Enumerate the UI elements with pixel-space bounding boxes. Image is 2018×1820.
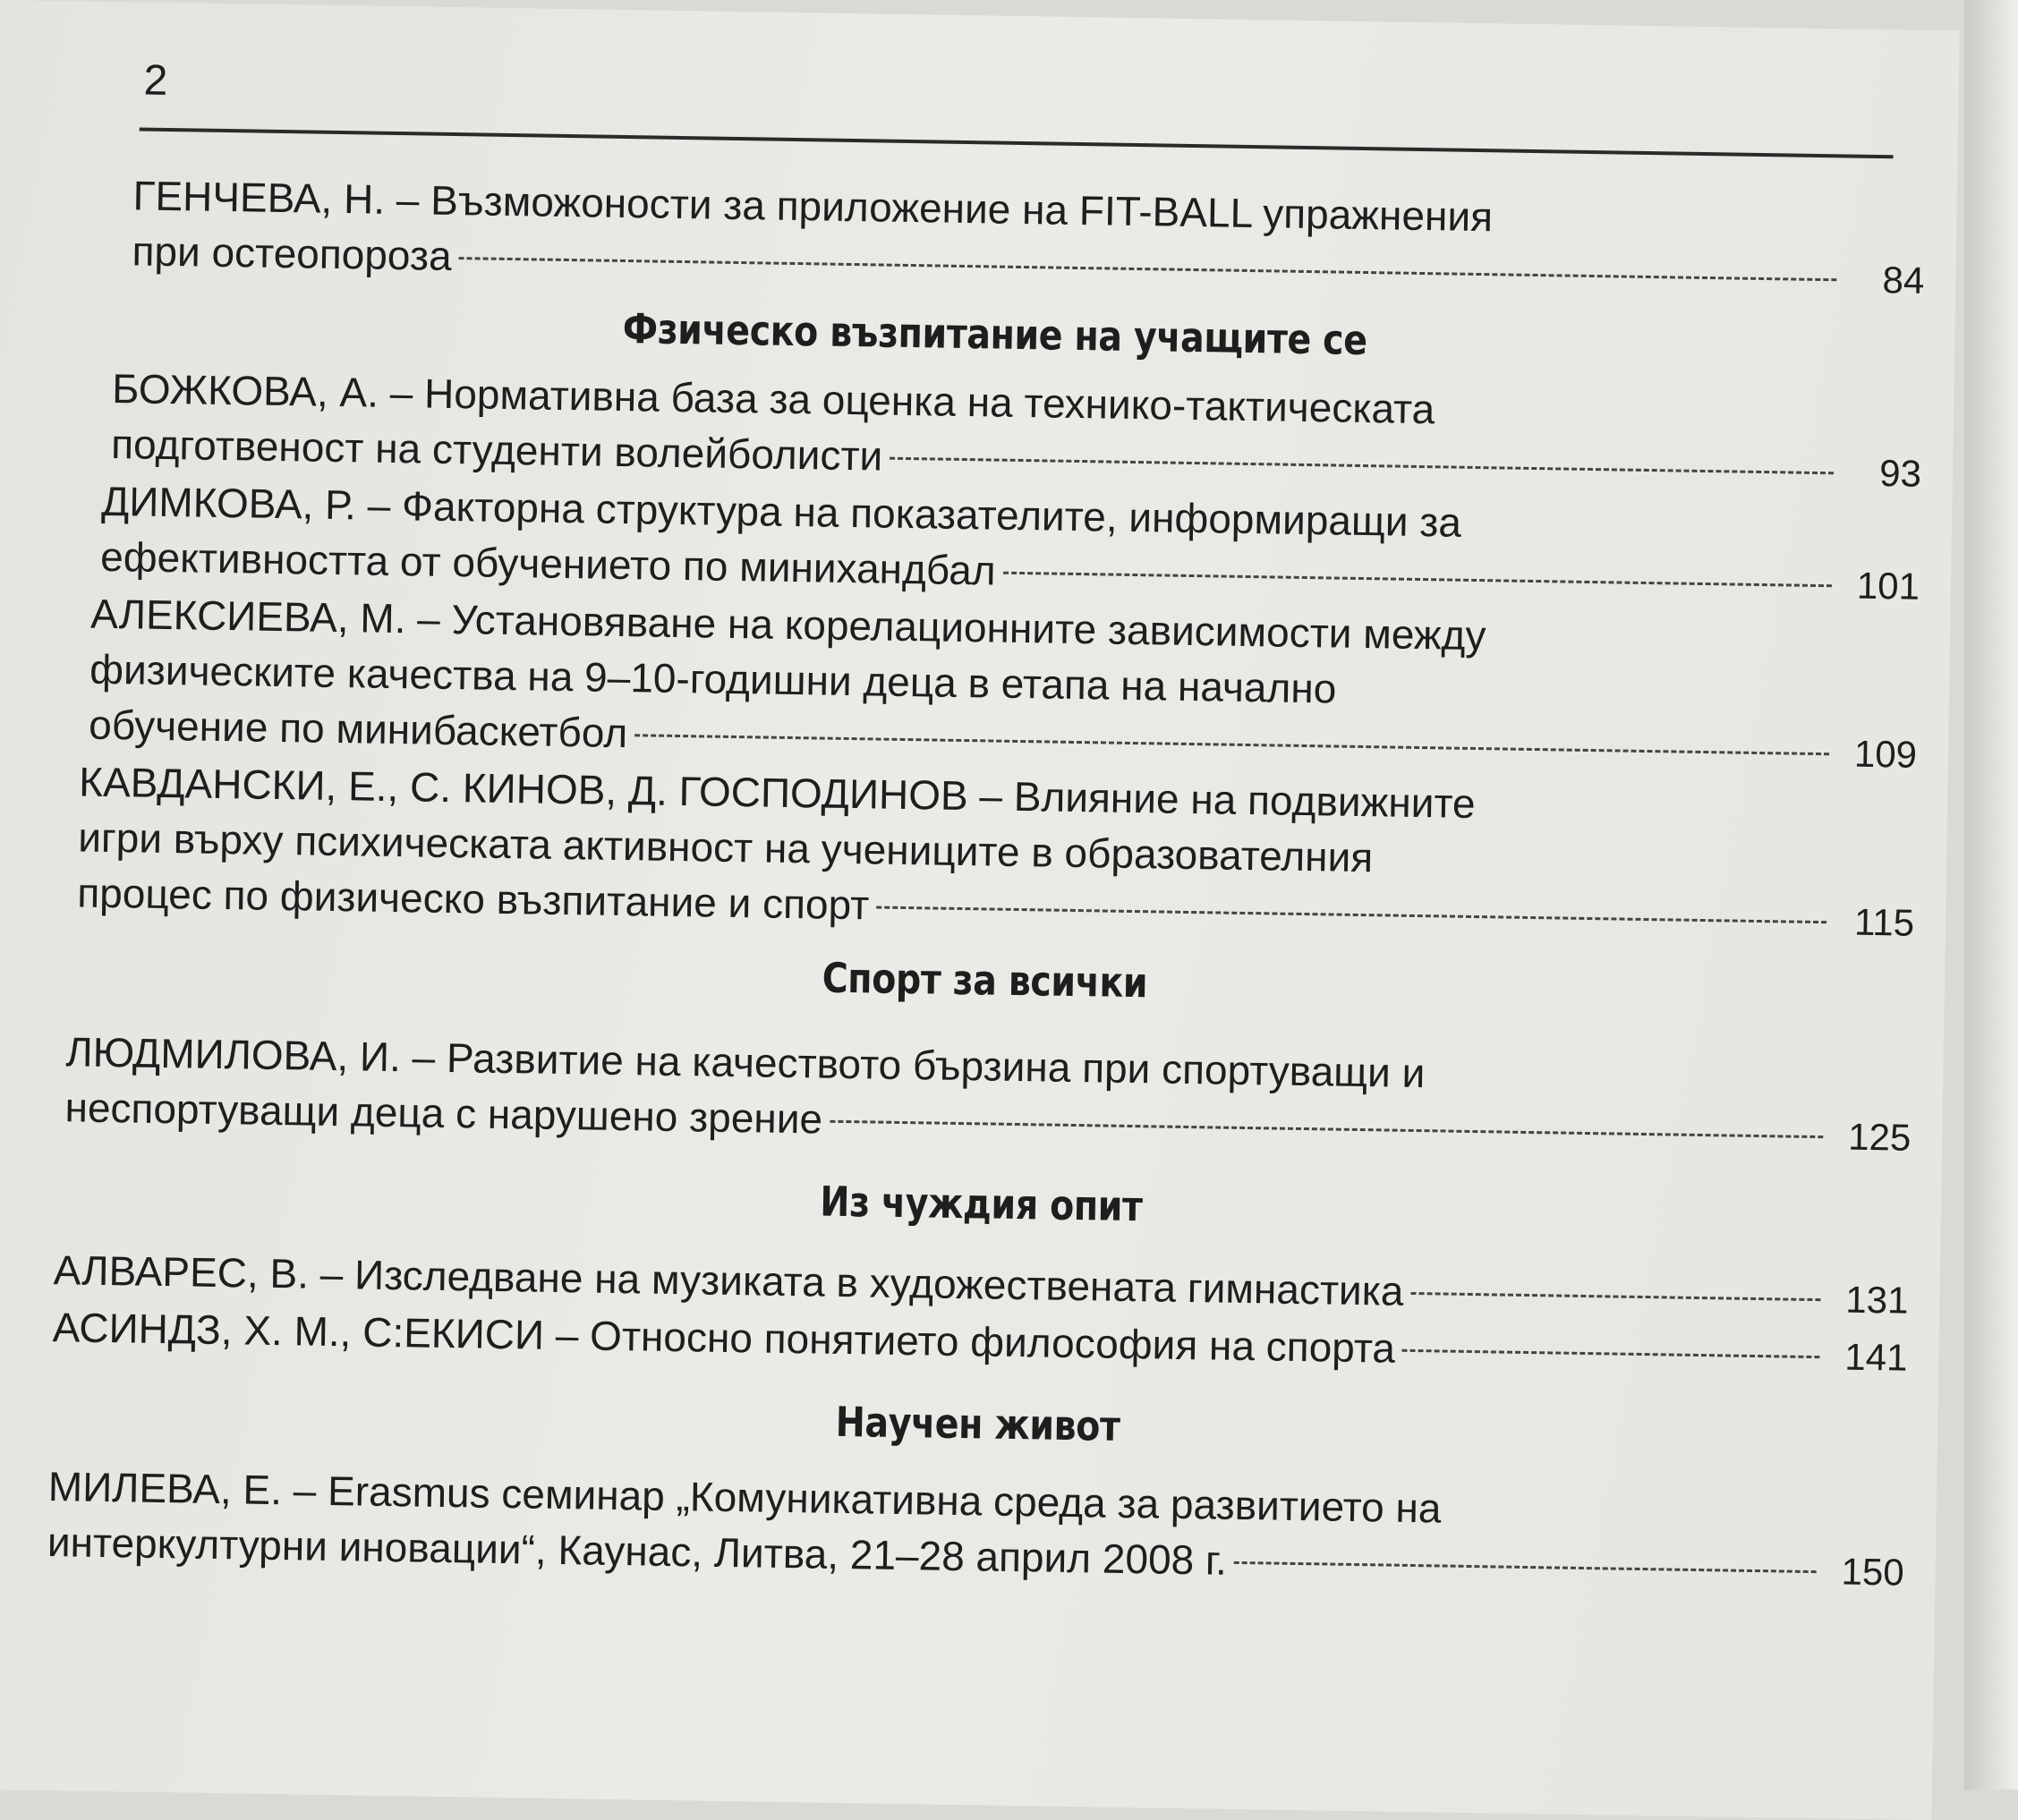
toc-entry [77,753,1917,950]
entry-text: МИЛЕВА, Е. – Erasmus семинар „Комуникативна среда за развитието на [47,1463,1442,1532]
dot-leader [459,257,1837,281]
section-heading: Фзическо възпитание на учащите се [622,303,1368,365]
page-number: 2 [143,56,168,105]
dot-leader [1234,1561,1817,1573]
entry-text: игри върху психическата активност на учениците в образователния [77,813,1374,881]
entry-text: при остеопороза [132,227,453,279]
header-rule [140,127,1894,158]
entry-text: ГЕНЧЕВА, Н. – Възможоности за приложение на FIT-BALL упражнения [132,172,1494,241]
entry-text: подготвеност на студенти волейболисти [110,421,883,480]
entry-text: АСИНДЗ, Х. М., С:ЕКИСИ – Относно понятието философия на спорта [52,1304,1396,1372]
entry-text: физическите качества на 9–10-годишни деца в етапа на начално [89,645,1337,712]
entry-text: интеркултурни иновации“, Каунас, Литва, 21–28 април 2008 г. [47,1518,1228,1584]
entry-page: 150 [1841,1550,1905,1594]
entry-page: 131 [1844,1278,1909,1322]
entry-text: ефективността от обучението по минихандбал [99,532,997,594]
entry-page: 141 [1843,1335,1908,1379]
entry-text: процес по физическо възпитание и спорт [76,869,870,929]
section-heading: Спорт за всички [822,953,1148,1008]
entry-text: АЛЕКСИЕВА, М. – Установяване на корелационните зависимости между [89,590,1486,659]
entry-text: БОЖКОВА, А. – Нормативна база за оценка на технико-тактическата [111,365,1435,433]
section-heading: Из чуждия опит [820,1177,1143,1231]
dot-leader [830,1120,1823,1138]
adjacent-page-edge [1964,0,2018,1790]
dot-leader [876,906,1826,924]
entry-text: АЛВАРЕС, В. – Изследване на музиката в художествената гимнастика [53,1246,1404,1314]
toc-entry [64,1024,1912,1165]
entry-page: 125 [1847,1115,1912,1159]
entry-page: 84 [1882,259,1925,302]
dot-leader [1402,1349,1820,1358]
dot-leader [890,457,1834,475]
dot-leader [1410,1292,1820,1301]
toc-entry [132,167,1926,308]
entry-text: ДИМКОВА, Р. – Факторна структура на показателите, информиращи за [100,477,1462,546]
entry-text: обучение по минибаскетбол [88,701,628,757]
dot-leader [1003,572,1832,588]
entry-page: 115 [1853,900,1915,944]
entry-text: неспортуващи деца с нарушено зрение [64,1084,823,1143]
entry-text: ЛЮДМИЛОВА, И. – Развитие на качеството бързина при спортуващи и [65,1028,1426,1097]
section-heading: Научен живот [835,1397,1120,1450]
entry-page: 109 [1853,732,1918,776]
dot-leader [634,734,1829,755]
table-of-contents [47,166,1925,1600]
entry-text: КАВДАНСКИ, Е., С. КИНОВ, Д. ГОСПОДИНОВ – Влияние на подвижните [78,758,1476,828]
toc-entry [47,1459,1905,1601]
entry-page: 101 [1856,564,1920,608]
toc-entry [89,586,1920,783]
entry-page: 93 [1878,452,1922,495]
